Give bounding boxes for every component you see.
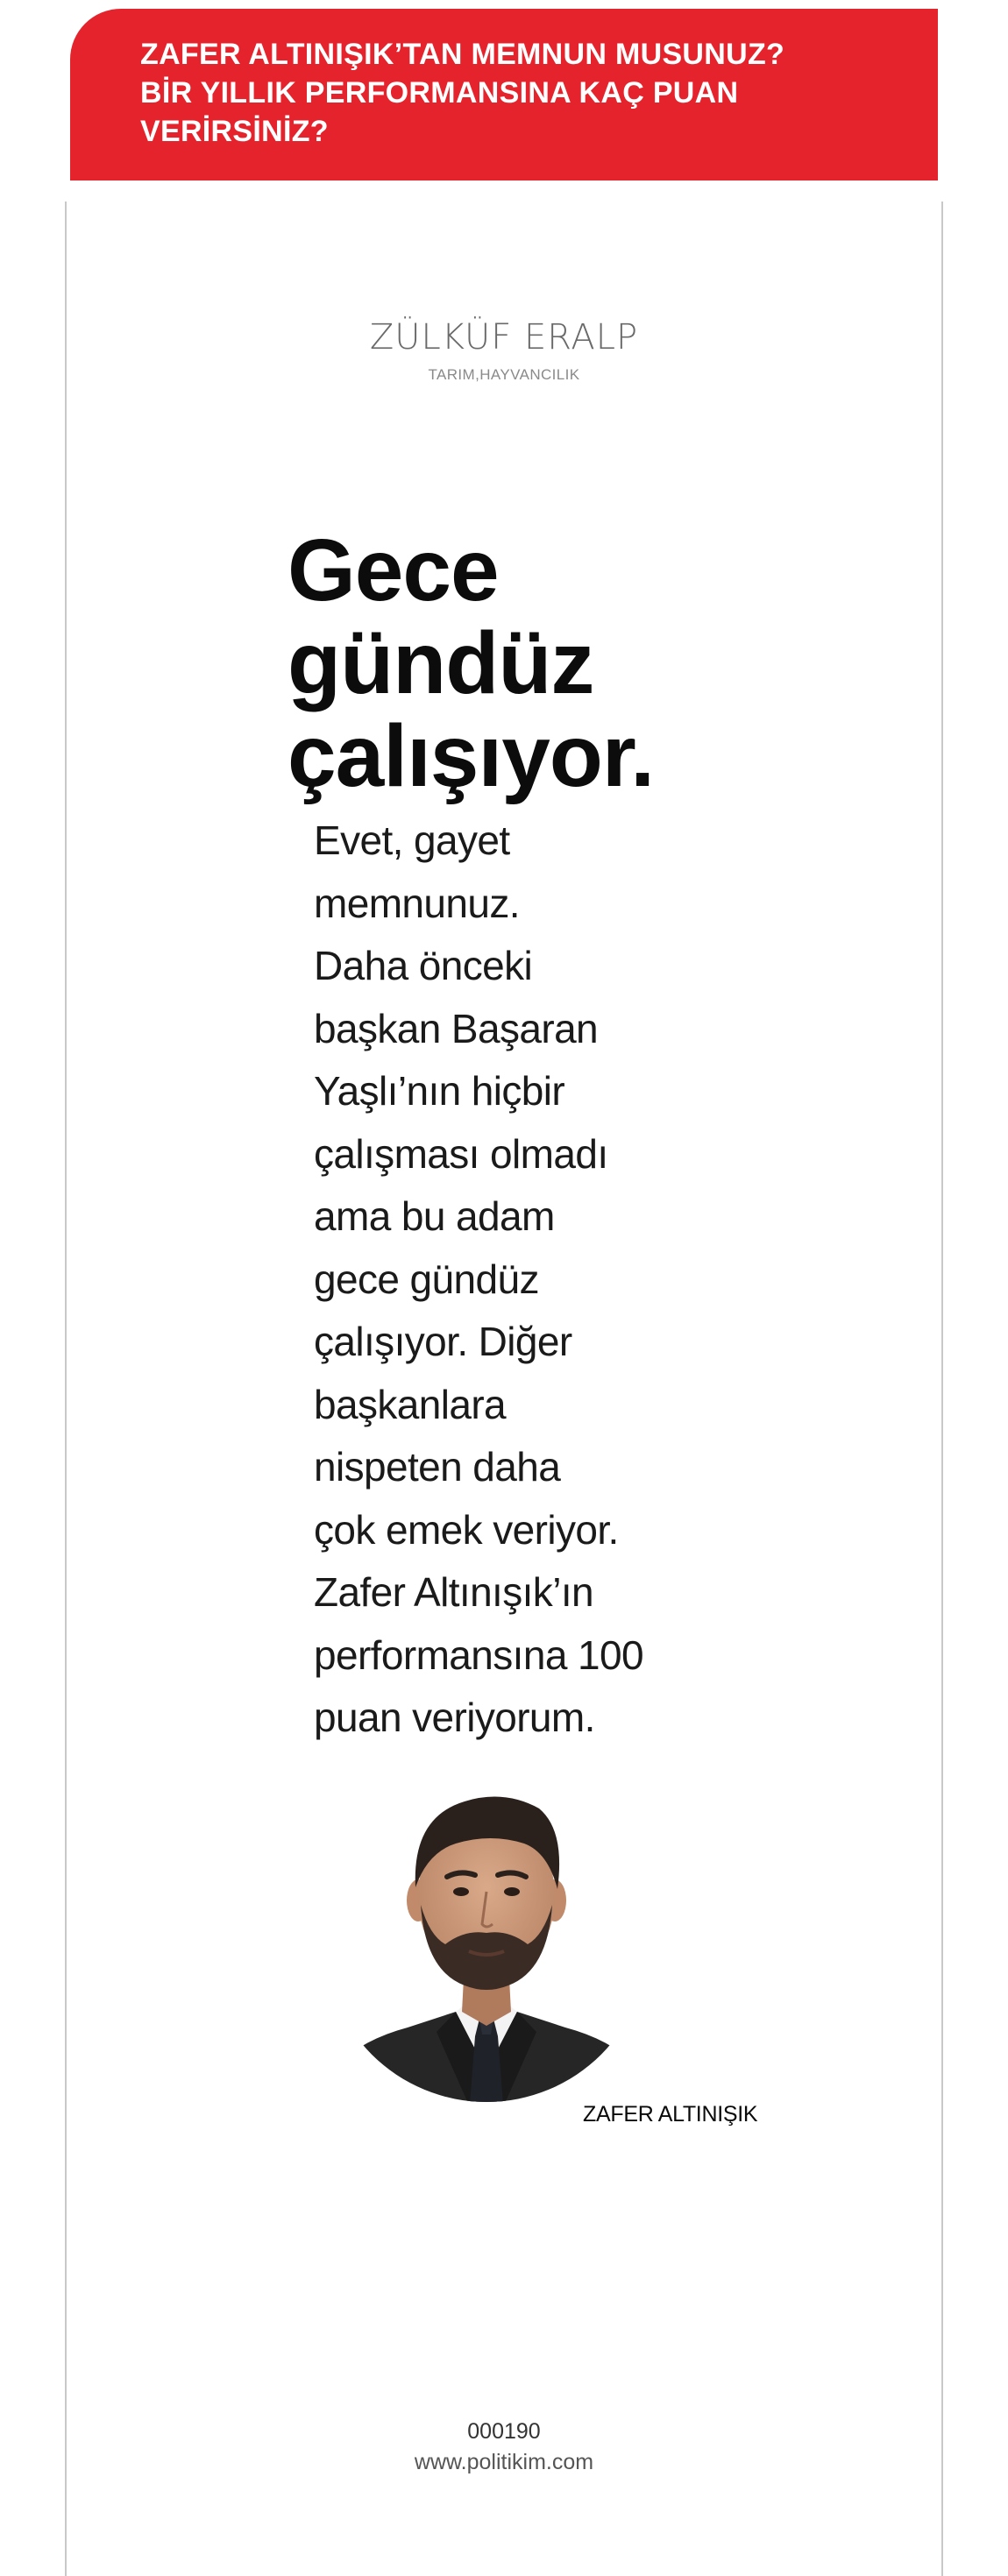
quote-line: çalışıyor. Diğer bbox=[314, 1319, 572, 1364]
quote-body bbox=[314, 810, 770, 1750]
quote-line: Evet, gayet bbox=[314, 817, 510, 863]
quote-line: memnunuz. bbox=[314, 880, 520, 926]
quote-line: Daha önceki bbox=[314, 943, 533, 988]
quote-line: ama bu adam bbox=[314, 1193, 555, 1239]
respondent-occupation: TARIM,HAYVANCILIK bbox=[428, 366, 580, 383]
quote-line: başkan Başaran bbox=[314, 1005, 599, 1051]
portrait-name-caption: ZAFER ALTINIŞIK bbox=[565, 2087, 780, 2141]
banner-question-line-1: ZAFER ALTINIŞIK’TAN MEMNUN MUSUNUZ? bbox=[140, 38, 785, 71]
left-frame-divider bbox=[65, 202, 67, 2576]
quote-line: Yaşlı’nın hiçbir bbox=[314, 1068, 565, 1114]
quote-line: nispeten daha bbox=[314, 1444, 561, 1490]
quote-line: puan veriyorum. bbox=[314, 1695, 595, 1740]
footer-code: 000190 bbox=[467, 2419, 541, 2444]
headline-line: Gece bbox=[287, 521, 499, 619]
quote-line: performansına 100 bbox=[314, 1631, 643, 1678]
banner-question-line-3: VERİRSİNİZ? bbox=[140, 115, 329, 148]
footer-website-link[interactable]: www.politikim.com bbox=[414, 2450, 594, 2474]
quote-line: gece gündüz bbox=[314, 1256, 539, 1302]
quote-line: başkanlara bbox=[314, 1381, 507, 1427]
quote-line: çalışması olmadı bbox=[314, 1130, 608, 1177]
header-banner bbox=[70, 9, 938, 180]
banner-question-line-2: BİR YILLIK PERFORMANSINA KAÇ PUAN bbox=[140, 76, 739, 110]
quote-line: Zafer Altınışık’ın bbox=[314, 1569, 593, 1615]
quote-line: çok emek veriyor. bbox=[314, 1506, 619, 1553]
headline-line: çalışıyor. bbox=[287, 707, 655, 805]
respondent-name: ZÜLKÜF ERALP bbox=[369, 317, 639, 357]
right-frame-divider bbox=[941, 202, 943, 2576]
headline-line: gündüz bbox=[287, 614, 594, 712]
headline bbox=[287, 521, 743, 805]
